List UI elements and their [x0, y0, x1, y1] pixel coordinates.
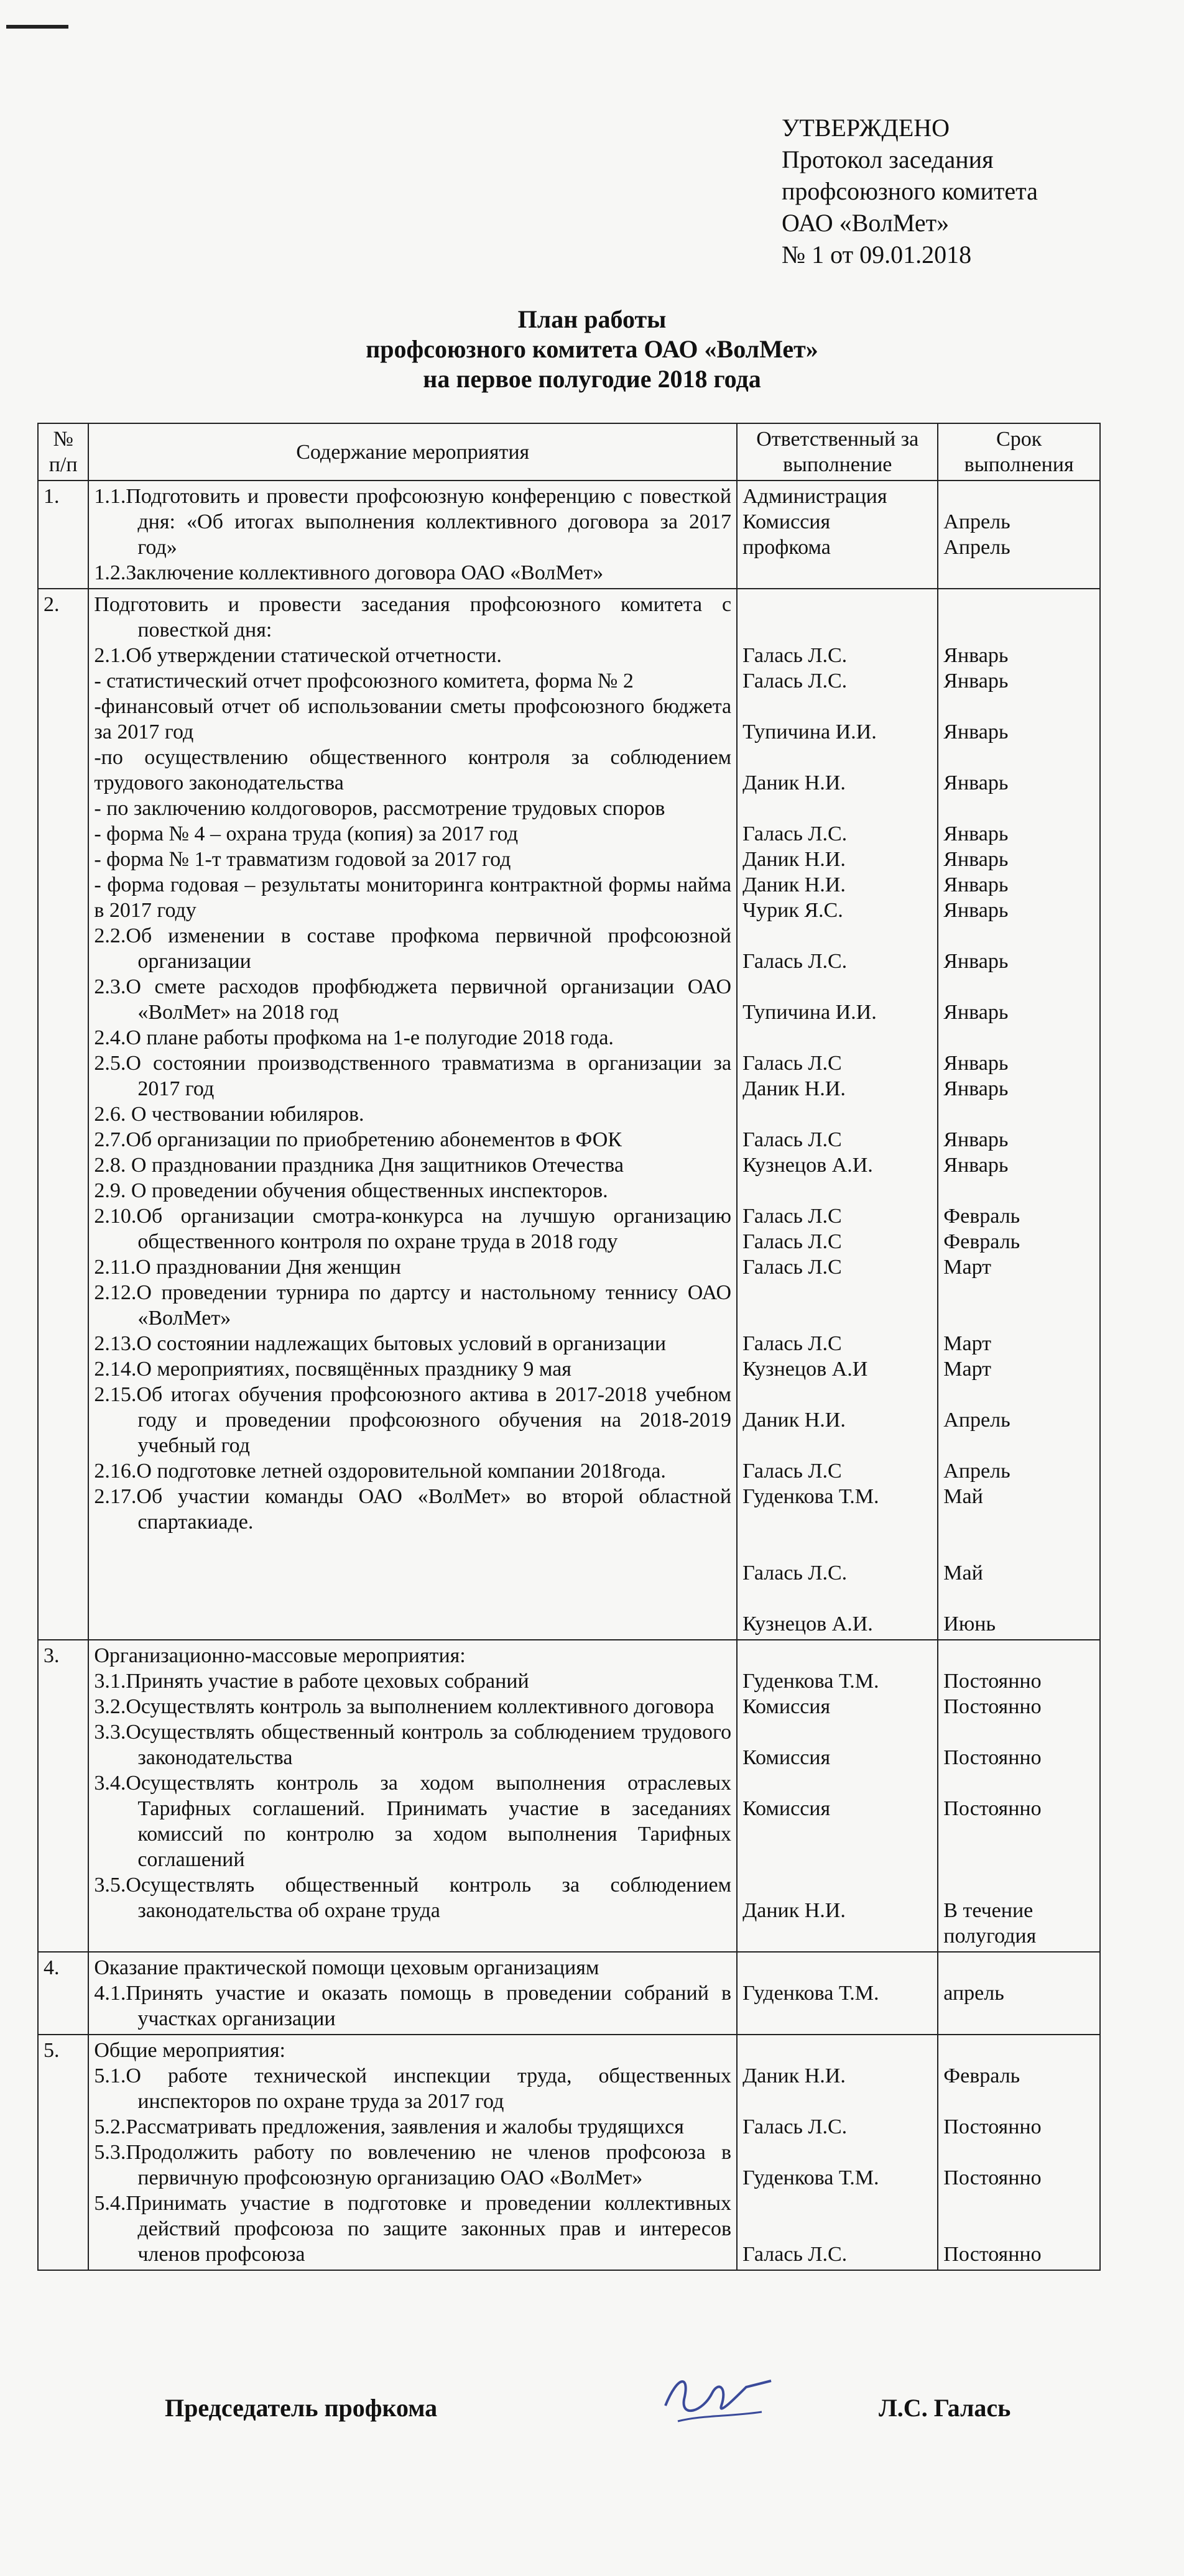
- header-content: Содержание мероприятия: [88, 423, 737, 481]
- list-item: 5.2.Рассматривать предложения, заявления и жалобы трудящихся: [94, 2115, 684, 2138]
- deadline-entry: Постоянно: [943, 1695, 1042, 1718]
- list-item: 2.17.Об участии команды ОАО «ВолМет» во второй областной спартакиаде.: [94, 1485, 732, 1534]
- deadline-entry: Январь: [943, 1077, 1009, 1100]
- row-content: [88, 1952, 737, 2035]
- row-deadline: [938, 481, 1100, 589]
- title-line: План работы: [517, 305, 667, 333]
- header-responsible: Ответственный за выполнение: [737, 423, 938, 481]
- list-item: 2.16.О подготовке летней оздоровительной компании 2018года.: [94, 1460, 666, 1483]
- deadline-entry: Январь: [943, 771, 1009, 794]
- responsible-entry: Тупичина И.И.: [742, 1001, 877, 1024]
- document-title: [0, 305, 1184, 394]
- deadline-entry: Постоянно: [943, 1797, 1042, 1820]
- approval-line: № 1 от 09.01.2018: [782, 241, 972, 269]
- deadline-entry: Февраль: [943, 2064, 1020, 2087]
- plan-table: [37, 423, 1101, 2271]
- row-num: 5.: [38, 2035, 88, 2270]
- responsible-entry: Даник Н.И.: [742, 771, 846, 794]
- list-item: 3.5.Осуществлять общественный контроль за соблюдением законодательства об охране труда: [94, 1874, 732, 1922]
- responsible-entry: Галась Л.С.: [742, 2243, 848, 2266]
- row-deadline: [938, 1640, 1100, 1952]
- list-item: 1.1.Подготовить и провести профсоюзную конференцию с повесткой дня: «Об итогах выполнения коллективного договора за 2017 год»: [94, 485, 732, 559]
- responsible-entry: Комиссия: [742, 510, 831, 533]
- deadline-entry: Февраль: [943, 1230, 1020, 1253]
- approval-block: [782, 112, 1038, 270]
- list-item: 2.5.О состоянии производственного травматизма в организации за 2017 год: [94, 1052, 732, 1100]
- responsible-entry: Гуденкова Т.М.: [742, 1982, 879, 2005]
- list-item: 2.7.Об организации по приобретению абонементов в ФОК: [94, 1128, 622, 1151]
- row-num: 3.: [38, 1640, 88, 1952]
- list-item: 2.12.О проведении турнира по дартсу и настольному теннису ОАО «ВолМет»: [94, 1281, 732, 1330]
- responsible-entry: Гуденкова Т.М.: [742, 1485, 879, 1508]
- deadline-entry: Постоянно: [943, 2166, 1042, 2189]
- table-row: [38, 481, 1100, 589]
- list-item: 3.3.Осуществлять общественный контроль за соблюдением трудового законодательства: [94, 1721, 732, 1769]
- table-row: [38, 2035, 1100, 2270]
- list-item: - форма № 4 – охрана труда (копия) за 2017 год: [94, 822, 518, 845]
- deadline-entry: Январь: [943, 899, 1009, 922]
- row-content: [88, 481, 737, 589]
- list-item: 5.3.Продолжить работу по вовлечению не членов профсоюза в первичную профсоюзную организацию ОАО «ВолМет»: [94, 2141, 732, 2189]
- responsible-entry: Чурик Я.С.: [742, 899, 843, 922]
- approval-line: ОАО «ВолМет»: [782, 209, 950, 237]
- responsible-entry: Галась Л.С: [742, 1052, 842, 1075]
- deadline-entry: В течение полугодия: [943, 1899, 1037, 1948]
- responsible-entry: Галась Л.С: [742, 1205, 842, 1228]
- list-item: 2.6. О чествовании юбиляров.: [94, 1103, 364, 1126]
- responsible-entry: Даник Н.И.: [742, 2064, 846, 2087]
- row-responsible: [737, 2035, 938, 2270]
- deadline-entry: апрель: [943, 1982, 1004, 2005]
- responsible-entry: Галась Л.С: [742, 1256, 842, 1279]
- deadline-entry: Июнь: [943, 1612, 996, 1635]
- responsible-entry: Галась Л.С: [742, 1460, 842, 1483]
- list-item: 4.1.Принять участие и оказать помощь в проведении собраний в участках организации: [94, 1982, 732, 2030]
- list-item: 5.4.Принимать участие в подготовке и проведении коллективных действий профсоюза по защите законных прав и интересов членов профсоюза: [94, 2192, 732, 2266]
- responsible-entry: Комиссия: [742, 1797, 831, 1820]
- responsible-entry: Галась Л.С.: [742, 1562, 848, 1585]
- row-num: 2.: [38, 589, 88, 1640]
- row-responsible: [737, 481, 938, 589]
- responsible-entry: Администрация: [742, 485, 887, 508]
- table-header-row: [38, 423, 1100, 481]
- signature-position: Председатель профкома: [165, 2394, 438, 2422]
- deadline-entry: Январь: [943, 1128, 1009, 1151]
- list-item: Организационно-массовые мероприятия:: [94, 1644, 466, 1667]
- row-num: 1.: [38, 481, 88, 589]
- header-deadline: Срок выполнения: [938, 423, 1100, 481]
- row-responsible: [737, 589, 938, 1640]
- deadline-entry: Постоянно: [943, 1670, 1042, 1693]
- approval-line: УТВЕРЖДЕНО: [782, 114, 950, 142]
- responsible-entry: Галась Л.С.: [742, 669, 848, 692]
- responsible-entry: профкома: [742, 536, 831, 559]
- title-line: на первое полугодие 2018 года: [423, 365, 761, 393]
- deadline-entry: Май: [943, 1485, 983, 1508]
- list-item: 2.4.О плане работы профкома на 1-е полугодие 2018 года.: [94, 1026, 614, 1049]
- list-item: - по заключению колдоговоров, рассмотрение трудовых споров: [94, 797, 665, 820]
- deadline-entry: Апрель: [943, 1460, 1011, 1483]
- deadline-entry: Январь: [943, 873, 1009, 896]
- deadline-entry: Постоянно: [943, 1746, 1042, 1769]
- list-item: 2.8. О праздновании праздника Дня защитников Отечества: [94, 1154, 624, 1177]
- deadline-entry: Январь: [943, 1052, 1009, 1075]
- responsible-entry: Гуденкова Т.М.: [742, 1670, 879, 1693]
- list-item: Подготовить и провести заседания профсоюзного комитета с повесткой дня:: [94, 593, 732, 642]
- list-item: 1.2.Заключение коллективного договора ОАО «ВолМет»: [94, 561, 604, 584]
- deadline-entry: Январь: [943, 1001, 1009, 1024]
- row-responsible: [737, 1952, 938, 2035]
- responsible-entry: Галась Л.С.: [742, 822, 848, 845]
- row-content: [88, 2035, 737, 2270]
- list-item: 2.13.О состоянии надлежащих бытовых условий в организации: [94, 1332, 667, 1355]
- row-num: 4.: [38, 1952, 88, 2035]
- deadline-entry: Апрель: [943, 536, 1011, 559]
- responsible-entry: Комиссия: [742, 1695, 831, 1718]
- list-item: 2.2.Об изменении в составе профкома первичной профсоюзной организации: [94, 924, 732, 973]
- list-item: Общие мероприятия:: [94, 2039, 285, 2062]
- title-line: профсоюзного комитета ОАО «ВолМет»: [366, 335, 818, 363]
- list-item: 2.15.Об итогах обучения профсоюзного актива в 2017-2018 учебном году и проведении профсоюзного обучения на 2018-2019 учебный год: [94, 1383, 732, 1457]
- list-item: 2.10.Об организации смотра-конкурса на лучшую организацию общественного контроля по охране труда в 2018 году: [94, 1205, 732, 1253]
- deadline-entry: Март: [943, 1256, 992, 1279]
- deadline-entry: Март: [943, 1332, 992, 1355]
- responsible-entry: Даник Н.И.: [742, 848, 846, 871]
- list-item: -финансовый отчет об использовании сметы профсоюзного бюджета за 2017 год: [94, 695, 732, 743]
- list-item: - статистический отчет профсоюзного комитета, форма № 2: [94, 669, 634, 692]
- responsible-entry: Галась Л.С: [742, 1332, 842, 1355]
- deadline-entry: Постоянно: [943, 2243, 1042, 2266]
- scan-mark: [6, 25, 68, 29]
- list-item: - форма годовая – результаты мониторинга контрактной формы найма в 2017 году: [94, 873, 732, 922]
- deadline-entry: Январь: [943, 669, 1009, 692]
- responsible-entry: Галась Л.С: [742, 1128, 842, 1151]
- table-row: [38, 1952, 1100, 2035]
- responsible-entry: Даник Н.И.: [742, 873, 846, 896]
- responsible-entry: Тупичина И.И.: [742, 720, 877, 743]
- list-item: 3.4.Осуществлять контроль за ходом выполнения отраслевых Тарифных соглашений. Принимать участие в заседаниях комиссий по контролю за ходом выполнения Тарифных соглашений: [94, 1772, 732, 1871]
- list-item: - форма № 1-т травматизм годовой за 2017 год: [94, 848, 511, 871]
- list-item: 2.14.О мероприятиях, посвящённых празднику 9 мая: [94, 1358, 571, 1381]
- handwritten-signature: [653, 2362, 784, 2431]
- row-content: [88, 589, 737, 1640]
- header-num: № п/п: [38, 423, 88, 481]
- responsible-entry: Даник Н.И.: [742, 1409, 846, 1432]
- approval-line: профсоюзного комитета: [782, 177, 1038, 205]
- deadline-entry: Январь: [943, 720, 1009, 743]
- deadline-entry: Январь: [943, 822, 1009, 845]
- list-item: 5.1.О работе технической инспекции труда, общественных инспекторов по охране труда за 2017 год: [94, 2064, 732, 2113]
- responsible-entry: Кузнецов А.И.: [742, 1154, 873, 1177]
- responsible-entry: Кузнецов А.И.: [742, 1612, 873, 1635]
- list-item: 2.9. О проведении обучения общественных инспекторов.: [94, 1179, 608, 1202]
- deadline-entry: Январь: [943, 1154, 1009, 1177]
- responsible-entry: Даник Н.И.: [742, 1899, 846, 1922]
- responsible-entry: Галась Л.С.: [742, 950, 848, 973]
- deadline-entry: Март: [943, 1358, 992, 1381]
- deadline-entry: Январь: [943, 644, 1009, 667]
- row-deadline: [938, 589, 1100, 1640]
- list-item: 2.11.О праздновании Дня женщин: [94, 1256, 401, 1279]
- deadline-entry: Апрель: [943, 1409, 1011, 1432]
- list-item: Оказание практической помощи цеховым организациям: [94, 1956, 599, 1979]
- list-item: 3.2.Осуществлять контроль за выполнением коллективного договора: [94, 1695, 715, 1718]
- row-responsible: [737, 1640, 938, 1952]
- responsible-entry: Гуденкова Т.М.: [742, 2166, 879, 2189]
- deadline-entry: Январь: [943, 848, 1009, 871]
- responsible-entry: Галась Л.С.: [742, 2115, 848, 2138]
- deadline-entry: Февраль: [943, 1205, 1020, 1228]
- table-row: [38, 589, 1100, 1640]
- responsible-entry: Даник Н.И.: [742, 1077, 846, 1100]
- list-item: -по осуществлению общественного контроля за соблюдением трудового законодательства: [94, 746, 732, 794]
- row-deadline: [938, 2035, 1100, 2270]
- list-item: 3.1.Принять участие в работе цеховых собраний: [94, 1670, 529, 1693]
- responsible-entry: Галась Л.С.: [742, 644, 848, 667]
- responsible-entry: Комиссия: [742, 1746, 831, 1769]
- row-deadline: [938, 1952, 1100, 2035]
- row-content: [88, 1640, 737, 1952]
- approval-line: Протокол заседания: [782, 145, 994, 173]
- deadline-entry: Январь: [943, 950, 1009, 973]
- deadline-entry: Май: [943, 1562, 983, 1585]
- list-item: 2.3.О смете расходов профбюджета первичной организации ОАО «ВолМет» на 2018 год: [94, 975, 732, 1024]
- signature-name: Л.С. Галась: [879, 2394, 1011, 2422]
- table-row: [38, 1640, 1100, 1952]
- responsible-entry: Галась Л.С: [742, 1230, 842, 1253]
- list-item: 2.1.Об утверждении статической отчетности.: [94, 644, 502, 667]
- deadline-entry: Постоянно: [943, 2115, 1042, 2138]
- deadline-entry: Апрель: [943, 510, 1011, 533]
- responsible-entry: Кузнецов А.И: [742, 1358, 868, 1381]
